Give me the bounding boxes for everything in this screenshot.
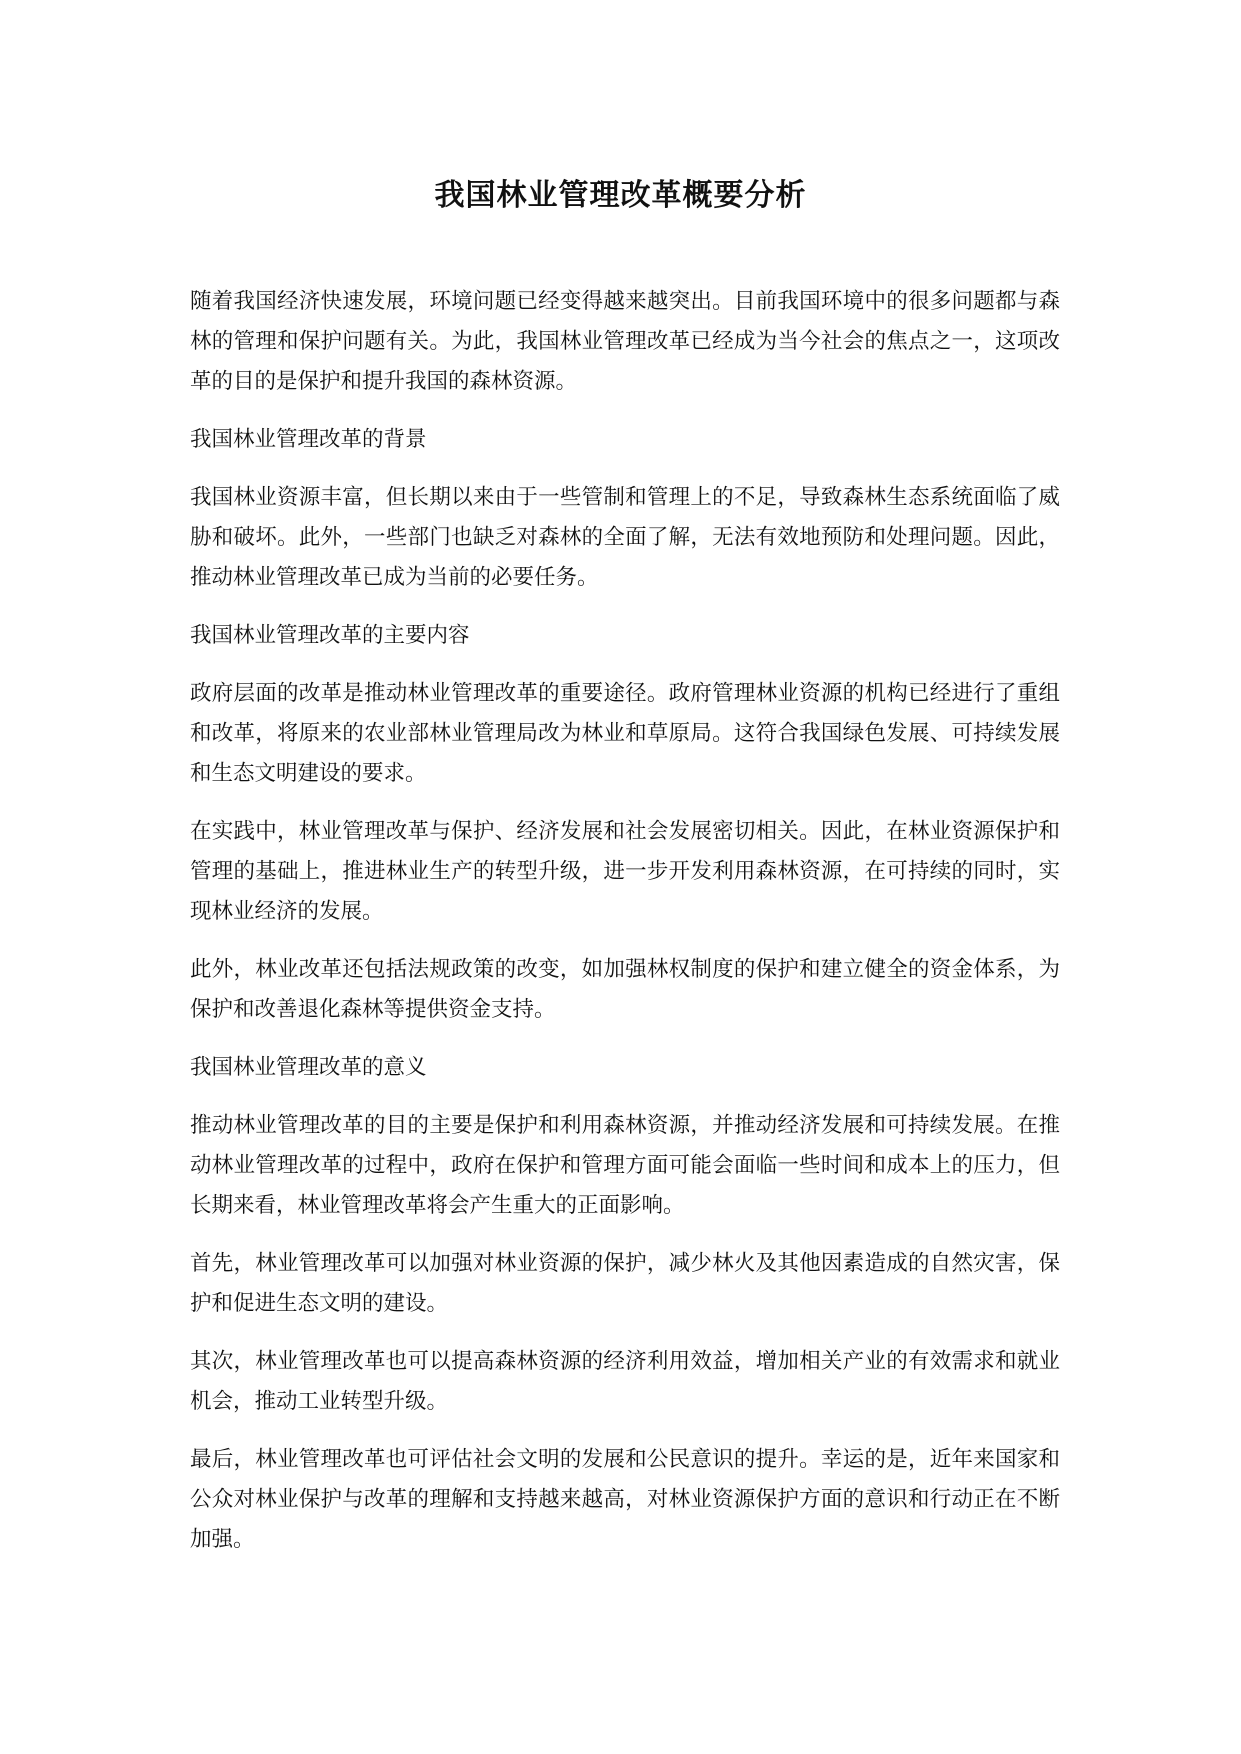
paragraph-significance-last: 最后，林业管理改革也可评估社会文明的发展和公民意识的提升。幸运的是，近年来国家和公众对林业保护与改革的理解和支持越来越高，对林业资源保护方面的意识和行动正在不断加强。 (190, 1447, 1060, 1552)
paragraph-background: 我国林业资源丰富，但长期以来由于一些管制和管理上的不足，导致森林生态系统面临了威胁和破坏。此外，一些部门也缺乏对森林的全面了解，无法有效地预防和处理问题。因此，推动林业管理改革已成为当前的必要任务。 (190, 485, 1060, 590)
document-body (190, 282, 1060, 1578)
section-heading-background: 我国林业管理改革的背景 (190, 427, 427, 452)
section-heading-significance: 我国林业管理改革的意义 (190, 1055, 427, 1080)
paragraph-content-practice: 在实践中，林业管理改革与保护、经济发展和社会发展密切相关。因此，在林业资源保护和管理的基础上，推进林业生产的转型升级，进一步开发利用森林资源，在可持续的同时，实现林业经济的发展。 (190, 819, 1060, 924)
paragraph-significance-purpose: 推动林业管理改革的目的主要是保护和利用森林资源，并推动经济发展和可持续发展。在推动林业管理改革的过程中，政府在保护和管理方面可能会面临一些时间和成本上的压力，但长期来看，林业管理改革将会产生重大的正面影响。 (190, 1113, 1060, 1218)
paragraph-significance-first: 首先，林业管理改革可以加强对林业资源的保护，减少林火及其他因素造成的自然灾害，保护和促进生态文明的建设。 (190, 1251, 1060, 1316)
document-title: 我国林业管理改革概要分析 (434, 178, 807, 213)
section-heading-content: 我国林业管理改革的主要内容 (190, 623, 470, 648)
paragraph-intro: 随着我国经济快速发展，环境问题已经变得越来越突出。目前我国环境中的很多问题都与森林的管理和保护问题有关。为此，我国林业管理改革已经成为当今社会的焦点之一，这项改革的目的是保护和提升我国的森林资源。 (190, 289, 1060, 394)
paragraph-significance-second: 其次，林业管理改革也可以提高森林资源的经济利用效益，增加相关产业的有效需求和就业机会，推动工业转型升级。 (190, 1349, 1060, 1414)
paragraph-content-government: 政府层面的改革是推动林业管理改革的重要途径。政府管理林业资源的机构已经进行了重组和改革，将原来的农业部林业管理局改为林业和草原局。这符合我国绿色发展、可持续发展和生态文明建设的要求。 (190, 681, 1060, 786)
paragraph-content-policy: 此外，林业改革还包括法规政策的改变，如加强林权制度的保护和建立健全的资金体系，为保护和改善退化森林等提供资金支持。 (190, 957, 1060, 1022)
